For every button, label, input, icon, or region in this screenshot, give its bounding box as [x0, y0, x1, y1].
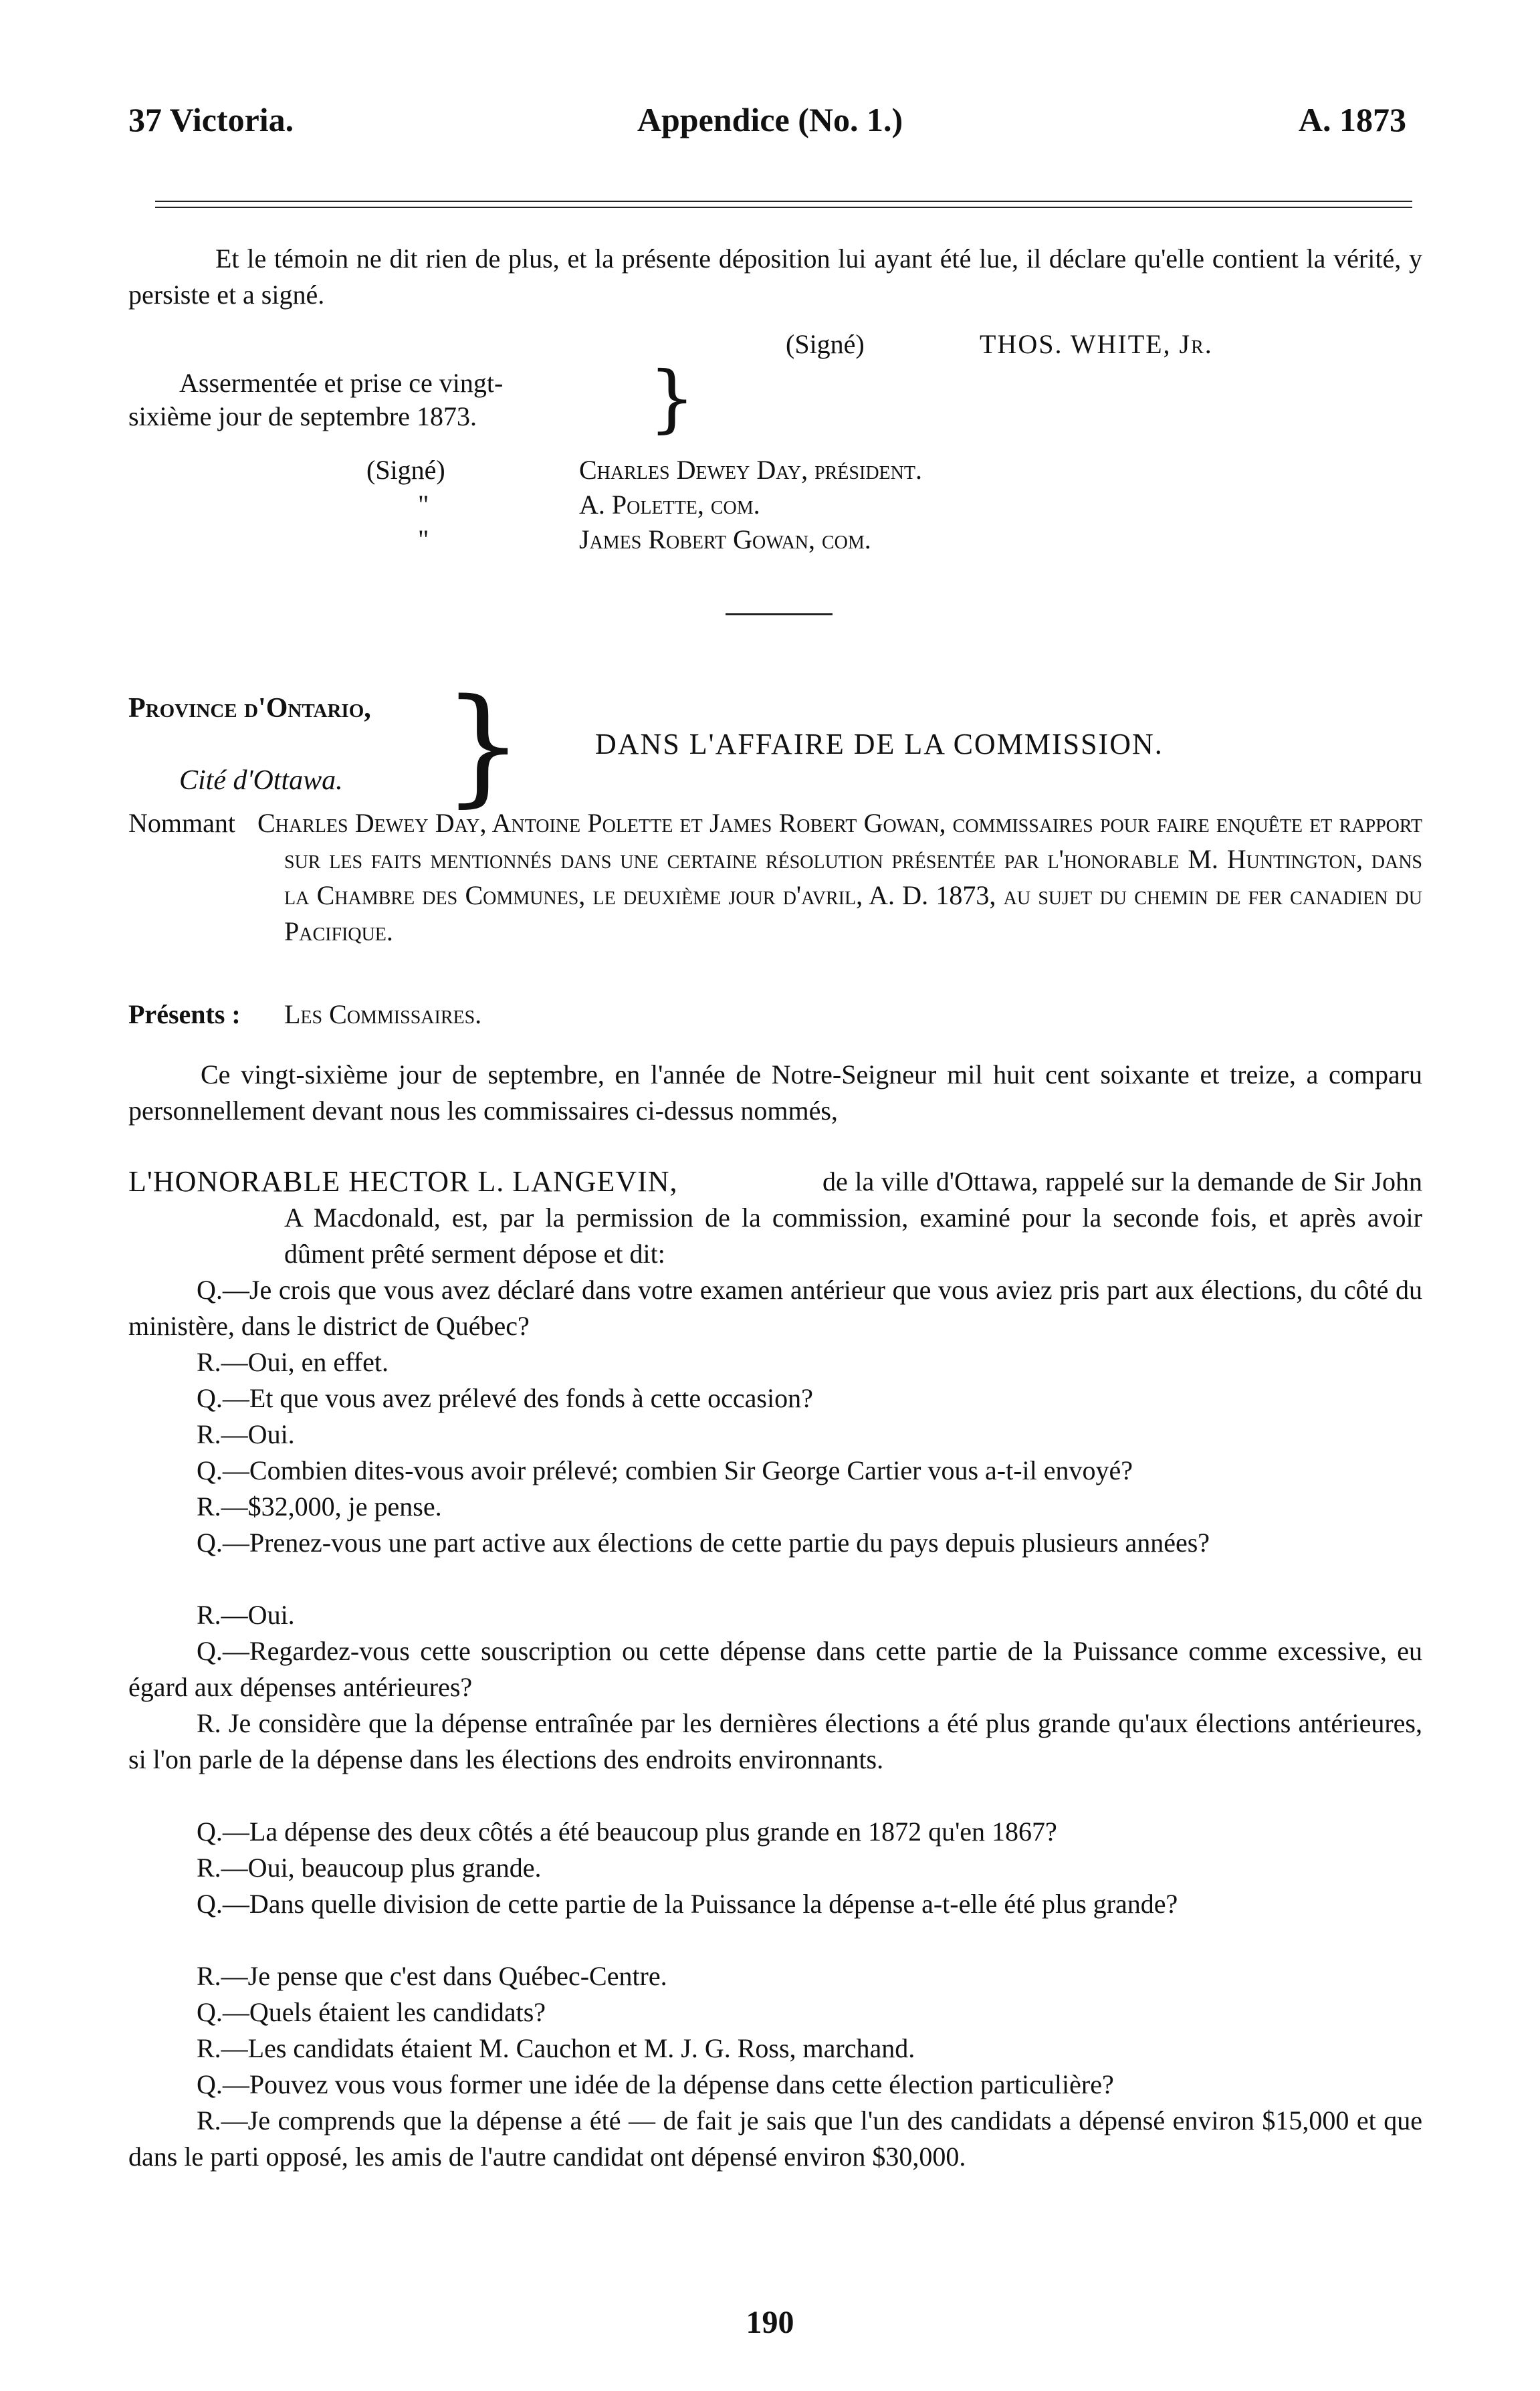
signer-name: THOS. WHITE, Jr. — [980, 329, 1213, 359]
page-number: 190 — [746, 2305, 794, 2340]
qa-item: Q.—La dépense des deux côtés a été beaucoup plus grande en 1872 qu'en 1867? — [197, 1816, 1057, 1847]
qa-item: R.—Oui, en effet. — [197, 1347, 389, 1377]
sworn-line-2: sixième jour de septembre 1873. — [128, 401, 477, 431]
qa-item: R.—Je pense que c'est dans Québec-Centre. — [197, 1961, 667, 1991]
qa-item: Q.—Combien dites-vous avoir prélevé; combien Sir George Cartier vous a-t-il envoyé? — [197, 1455, 1133, 1485]
qa-item: Q.—Je crois que vous avez déclaré dans votre examen antérieur que vous aviez pris part aux élections, du côté du ministère, dans le district de Québec? — [128, 1275, 1422, 1341]
header-rule — [155, 201, 1412, 208]
heading-brace: } — [443, 671, 524, 819]
header-session: 37 Victoria. — [128, 101, 294, 138]
city-label: Cité d'Ottawa. — [179, 765, 343, 796]
signatory-president: Charles Dewey Day, président. — [579, 455, 922, 485]
qa-item: Q.—Prenez-vous une part active aux élections de cette partie du pays depuis plusieurs années? — [197, 1528, 1210, 1558]
qa-item: R.—Oui, beaucoup plus grande. — [197, 1853, 542, 1883]
qa-item: Q.—Quels étaient les candidats? — [197, 1997, 546, 2027]
affair-title: DANS L'AFFAIRE DE LA COMMISSION. — [595, 728, 1164, 760]
province-label: Province d'Ontario, — [128, 693, 371, 724]
qa-item: Q.—Dans quelle division de cette partie de la Puissance la dépense a-t-elle été plus grande? — [197, 1889, 1178, 1919]
qa-item: Q.—Regardez-vous cette souscription ou cette dépense dans cette partie de la Puissance comme excessive, eu égard aux dépenses antérieures? — [128, 1636, 1422, 1702]
qa-item: Q.—Et que vous avez prélevé des fonds à cette occasion? — [197, 1383, 813, 1413]
sworn-brace: } — [649, 355, 695, 441]
qa-item: R.—Oui. — [197, 1419, 295, 1449]
presents-label: Présents : — [128, 999, 241, 1029]
intro-paragraph: Ce vingt-sixième jour de septembre, en l'année de Notre-Seigneur mil huit cent soixante et treize, a comparu personnellement devant nous les commissaires ci-dessus nommés, — [128, 1059, 1422, 1126]
signatory-gowan: James Robert Gowan, com. — [579, 524, 871, 554]
ditto-mark-2: " — [418, 524, 429, 554]
qa-item: R.—$32,000, je pense. — [197, 1491, 442, 1522]
signatory-polette: A. Polette, com. — [579, 490, 760, 520]
presents-value: Les Commissaires. — [284, 999, 482, 1029]
witness-name: L'HONORABLE HECTOR L. LANGEVIN, — [128, 1165, 678, 1198]
witness-description: de la ville d'Ottawa, rappelé sur la demande de Sir John A Macdonald, est, par la permission de la commission, examiné pour la seconde fois, et après avoir dûment prêté serment dépose et dit: — [284, 1166, 1422, 1269]
header-appendix: Appendice (No. 1.) — [637, 101, 903, 138]
signed-label: (Signé) — [786, 329, 865, 359]
deposition-closing-paragraph: Et le témoin ne dit rien de plus, et la présente déposition lui ayant été lue, il déclare qu'elle contient la vérité, y persiste et a signé. — [128, 243, 1422, 310]
header-year: A. 1873 — [1298, 101, 1406, 138]
nommant-text: Charles Dewey Day, Antoine Polette et James Robert Gowan, commissaires pour faire enquête et rapport sur les faits mentionnés dans une certaine résolution présentée par l'honorable M. Huntington, dans la Chambre des Communes, le deuxième jour d'avril, A. D. 1873, au sujet du chemin de fer canadien du Pacifique. — [257, 808, 1422, 946]
ditto-mark-1: " — [418, 490, 429, 520]
qa-item: R. Je considère que la dépense entraînée par les dernières élections a été plus grande qu'aux élections antérieures, si l'on parle de la dépense dans les élections des endroits environnants. — [128, 1708, 1422, 1774]
sign-label: (Signé) — [366, 455, 445, 485]
qa-item: R.—Je comprends que la dépense a été — de fait je sais que l'un des candidats a dépensé environ $15,000 et que dans le parti opposé, les amis de l'autre candidat ont dépensé environ $30,000. — [128, 2105, 1422, 2172]
qa-item: R.—Oui. — [197, 1600, 295, 1630]
section-divider — [726, 613, 833, 615]
qa-item: R.—Les candidats étaient M. Cauchon et M. J. G. Ross, marchand. — [197, 2033, 915, 2063]
sworn-line-1: Assermentée et prise ce vingt- — [179, 368, 504, 398]
qa-item: Q.—Pouvez vous vous former une idée de la dépense dans cette élection particulière? — [197, 2069, 1114, 2099]
nommant-label: Nommant — [128, 808, 235, 838]
